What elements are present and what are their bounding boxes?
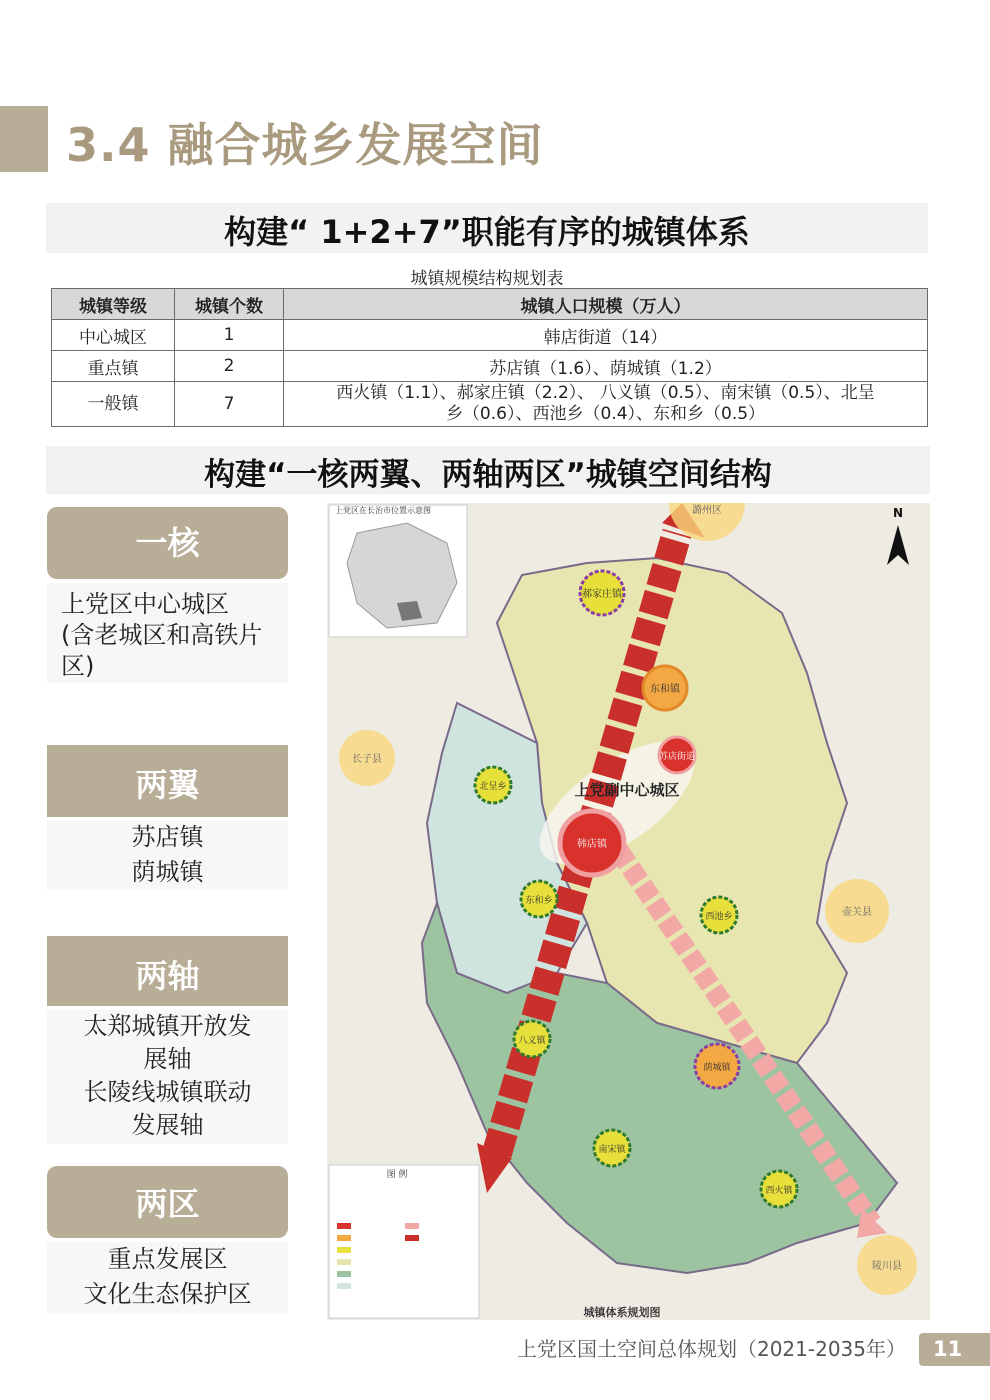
card-line: 太郑城镇开放发 bbox=[83, 1012, 252, 1040]
town-label: 荫城镇 bbox=[703, 1063, 731, 1073]
card-line: 苏店镇 bbox=[131, 823, 204, 851]
page-title: 3.4 融合城乡发展空间 bbox=[66, 118, 544, 172]
card-head-zones: 两区 bbox=[47, 1166, 288, 1238]
card-line: 展轴 bbox=[143, 1045, 192, 1073]
cell-population: 韩店街道（14） bbox=[284, 320, 928, 351]
card-line: 荫城镇 bbox=[131, 858, 204, 886]
title-accent-bar bbox=[0, 106, 48, 172]
town-label: 西火镇 bbox=[765, 1186, 793, 1196]
town-label: 东和镇 bbox=[650, 684, 680, 695]
town-label: 北呈乡 bbox=[479, 782, 507, 792]
cell-count: 7 bbox=[175, 382, 284, 427]
card-head-core: 一核 bbox=[47, 507, 288, 579]
table-row bbox=[52, 382, 928, 427]
town-system-map bbox=[327, 503, 930, 1320]
card-body-core bbox=[47, 583, 288, 683]
card-line: 区) bbox=[61, 652, 95, 680]
town-label: 南宋镇 bbox=[598, 1145, 626, 1155]
table-row bbox=[52, 351, 928, 382]
footer-text: 上党区国土空间总体规划（2021-2035年） bbox=[516, 1337, 906, 1361]
cell-level: 一般镇 bbox=[52, 382, 175, 427]
table-caption: 城镇规模结构规划表 bbox=[410, 269, 564, 289]
cell-level: 中心城区 bbox=[52, 320, 175, 351]
cell-count: 1 bbox=[175, 320, 284, 351]
card-head-axes: 两轴 bbox=[47, 936, 288, 1006]
neighbor-label: 壶关县 bbox=[842, 907, 872, 918]
town-label: 东和乡 bbox=[525, 896, 553, 906]
card-line: 发展轴 bbox=[131, 1111, 204, 1139]
card-line: 文化生态保护区 bbox=[83, 1280, 252, 1308]
center-label: 上党副中心城区 bbox=[574, 781, 680, 799]
legend-box bbox=[329, 1165, 479, 1318]
town-label: 郝家庄镇 bbox=[582, 589, 622, 600]
cell-population: 苏店镇（1.6）、荫城镇（1.2） bbox=[284, 351, 928, 382]
legend-title: 图 例 bbox=[386, 1170, 408, 1180]
population-line: 乡（0.6）、西池乡（0.4）、东和乡（0.5） bbox=[445, 404, 766, 424]
town-label: 韩店镇 bbox=[577, 839, 607, 850]
card-head-wings: 两翼 bbox=[47, 745, 288, 817]
page-number: 11 bbox=[919, 1333, 990, 1366]
card-line: 长陵线城镇联动 bbox=[83, 1078, 252, 1106]
card-line: 上党区中心城区 bbox=[61, 590, 229, 618]
card-line: (含老城区和高铁片 bbox=[61, 621, 263, 649]
section1-banner: 构建“ 1+2+7”职能有序的城镇体系 bbox=[46, 203, 928, 253]
card-body-axes bbox=[47, 1010, 288, 1144]
neighbor-label: 长子县 bbox=[352, 754, 382, 765]
card-body-wings bbox=[47, 820, 288, 890]
map-caption: 城镇体系规划图 bbox=[583, 1306, 661, 1319]
table-row bbox=[52, 320, 928, 351]
header-population: 城镇人口规模（万人） bbox=[284, 289, 928, 320]
neighbor-label: 潞州区 bbox=[692, 505, 722, 516]
town-label: 八义镇 bbox=[518, 1036, 546, 1046]
cell-level: 重点镇 bbox=[52, 351, 175, 382]
cell-count: 2 bbox=[175, 351, 284, 382]
inset-title: 上党区在长治市位置示意图 bbox=[335, 506, 431, 515]
card-body-zones bbox=[47, 1242, 288, 1314]
neighbor-label: 陵川县 bbox=[872, 1261, 902, 1272]
cell-population bbox=[284, 382, 928, 427]
header-level: 城镇等级 bbox=[52, 289, 175, 320]
section2-banner: 构建“一核两翼、两轴两区”城镇空间结构 bbox=[46, 446, 930, 494]
north-label: N bbox=[892, 506, 904, 520]
card-line: 重点发展区 bbox=[107, 1245, 228, 1273]
town-label: 苏店街道 bbox=[658, 752, 696, 762]
map-canvas bbox=[327, 503, 930, 1320]
town-label: 西池乡 bbox=[705, 912, 733, 922]
table-header-row bbox=[52, 289, 928, 320]
header-count: 城镇个数 bbox=[175, 289, 284, 320]
population-line: 西火镇（1.1）、郝家庄镇（2.2）、 八义镇（0.5）、南宋镇（0.5）、北呈 bbox=[336, 383, 875, 403]
town-scale-table bbox=[51, 288, 928, 427]
